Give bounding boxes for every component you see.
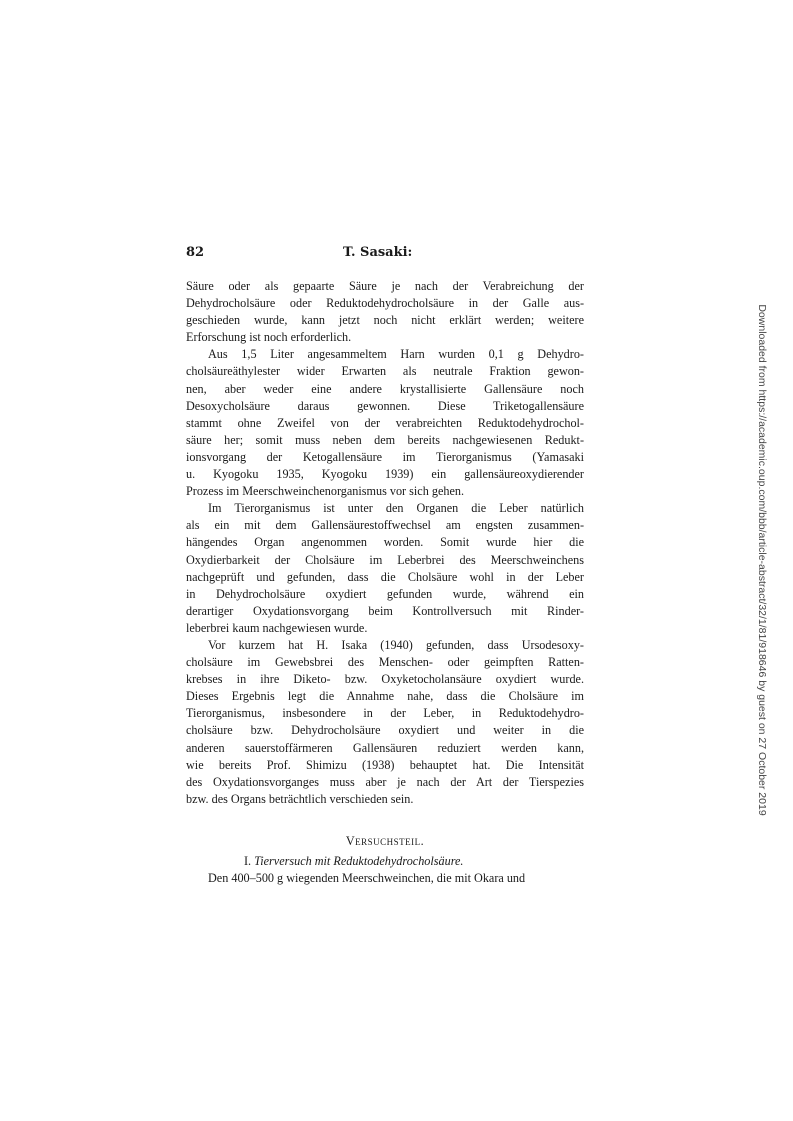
text-line: Oxydierbarkeit der Cholsäure im Leberbrei des Meerschweinchens xyxy=(186,552,584,567)
text-line: u. Kyogoku 1935, Kyogoku 1939) ein gallensäureoxydierender xyxy=(186,467,584,482)
text-line: Dieses Ergebnis legt die Annahme nahe, dass die Cholsäure im xyxy=(186,689,584,704)
paragraph-start-line: Den 400–500 g wiegenden Meerschweinchen, die mit Okara und xyxy=(208,871,526,886)
text-line: in Dehydrocholsäure oxydiert gefunden wurde, während ein xyxy=(186,586,584,601)
text-line: leberbrei kaum nachgewiesen wurde. xyxy=(186,620,368,635)
text-line: cholsäure bzw. Dehydrocholsäure oxydiert und weiter in die xyxy=(186,723,584,738)
body-text xyxy=(186,278,584,887)
text-line: Säure oder als gepaarte Säure je nach der Verabreichung der xyxy=(186,279,584,293)
text-line: Prozess im Meerschweinchenorganismus vor sich gehen. xyxy=(186,484,464,499)
text-line: derartiger Oxydationsvorgang beim Kontrollversuch mit Rinder- xyxy=(186,603,584,618)
text-line: Tierorganismus, insbesondere in der Leber, in Reduktodehydro- xyxy=(186,706,584,721)
running-head-author: T. Sasaki: xyxy=(343,245,413,260)
page-number: 82 xyxy=(186,245,205,260)
text-line: anderen sauerstoffärmeren Gallensäuren reduziert werden kann, xyxy=(186,740,584,755)
text-line: hängendes Organ angenommen worden. Somit wurde hier die xyxy=(186,535,584,550)
text-line: nen, aber weder eine andere krystallisierte Gallensäure noch xyxy=(186,381,584,396)
text-line: nachgeprüft und gefunden, dass die Cholsäure wohl in der Leber xyxy=(186,569,584,584)
download-watermark: Downloaded from https://academic.oup.com/bbb/article-abstract/32/1/81/918646 by guest on 27 October 2019 xyxy=(756,304,768,816)
paragraph-start-line: Im Tierorganismus ist unter den Organen die Leber natürlich xyxy=(208,501,584,516)
text-line: krebses in ihre Diketo- bzw. Oxyketocholansäure oxydiert wurde. xyxy=(186,672,584,687)
text-line: wie bereits Prof. Shimizu (1938) behauptet hat. Die Intensität xyxy=(186,757,584,772)
text-line: als ein mit dem Gallensäurestoffwechsel am engsten zusammen- xyxy=(186,518,584,533)
subsection-title: Tierversuch mit Reduktodehydrocholsäure. xyxy=(254,854,464,868)
text-line: cholsäureäthylester wider Erwarten als neutrale Fraktion gewon- xyxy=(186,364,584,379)
text-line: bzw. des Organs beträchtlich verschieden sein. xyxy=(186,791,414,806)
section-title: Versuchsteil. xyxy=(345,833,425,848)
text-line: Dehydrocholsäure oder Reduktodehydrocholsäure in der Galle aus- xyxy=(186,296,584,311)
text-line: geschieden wurde, kann jetzt noch nicht erklärt werden; weitere xyxy=(186,313,584,328)
text-line: Erforschung ist noch erforderlich. xyxy=(186,330,352,345)
text-line: des Oxydationsvorganges muss aber je nach der Art der Tierspezies xyxy=(186,774,584,789)
text-line: säure her; somit muss neben dem bereits nachgewiesenen Redukt- xyxy=(186,432,584,447)
paragraph-start-line: Vor kurzem hat H. Isaka (1940) gefunden, dass Ursodesoxy- xyxy=(208,637,584,652)
paragraph-start-line: Aus 1,5 Liter angesammeltem Harn wurden 0,1 g Dehydro- xyxy=(208,347,584,362)
subsection-heading xyxy=(186,853,584,870)
text-line: ionsvorgang der Ketogallensäure im Tierorganismus (Yamasaki xyxy=(186,449,584,464)
text-line: stammt ohne Zweifel von der verabreichten Reduktodehydrochol- xyxy=(186,415,584,430)
text-line: cholsäure im Gewebsbrei des Menschen- oder geimpften Ratten- xyxy=(186,655,584,670)
subsection-number: I. xyxy=(244,854,252,868)
text-line: Desoxycholsäure daraus gewonnen. Diese Triketogallensäure xyxy=(186,398,584,413)
